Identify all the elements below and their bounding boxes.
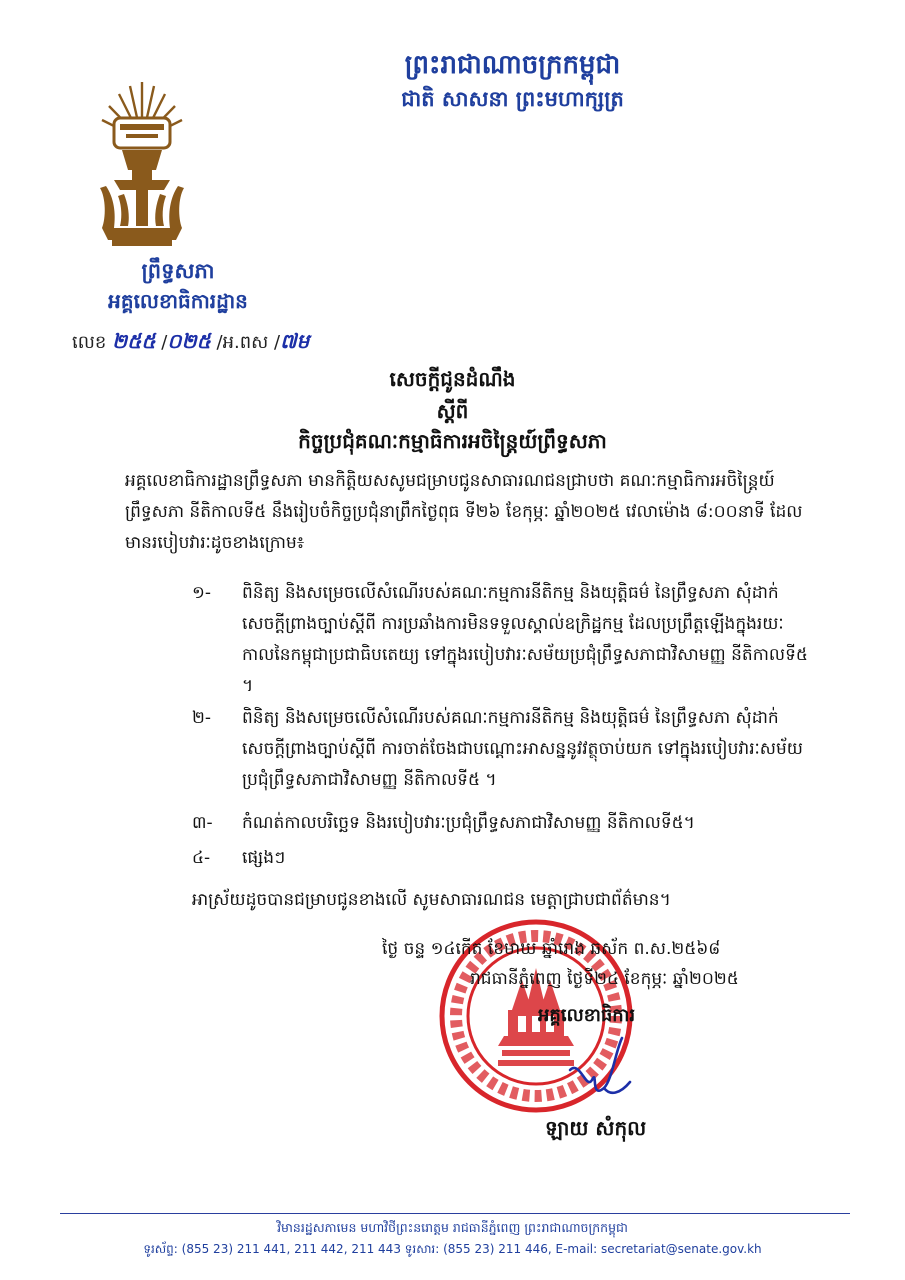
reference-year: ០២៥	[167, 329, 211, 353]
handwritten-signature-icon	[560, 1030, 640, 1110]
notice-subject-label: ស្តីពី	[436, 399, 469, 423]
reference-number: លេខ ២៥៥ /០២៥ /អ.ពស /៧ម	[72, 329, 310, 353]
agenda-item-number: ១-	[192, 583, 212, 603]
agenda-item-1	[192, 578, 812, 702]
notice-subject: កិច្ចប្រជុំគណៈកម្មាធិការអចិន្ត្រៃយ៍ព្រឹទ្ធសភា	[298, 429, 607, 453]
lunar-date: ថ្ងៃ ចន្ទ ១៤កើត ខែមាឃ ឆ្នាំរោង ឆស័ក ព.ស.២៥៦៨	[382, 939, 721, 959]
notice-title: សេចក្តីជូនដំណឹង	[389, 367, 516, 391]
agenda-item-text: កំណត់កាលបរិច្ឆេទ និងរបៀបវារៈប្រជុំព្រឹទ្ធសភាជាវិសាមញ្ញ នីតិកាលទី៥។	[242, 813, 695, 833]
closing-sentence: អាស្រ័យដូចបានជម្រាបជូនខាងលើ សូមសាធារណជន មេត្តាជ្រាបជាព័ត៌មាន។	[192, 890, 671, 910]
solar-date: រាជធានីភ្នំពេញ ថ្ងៃទី២៤ ខែកុម្ភៈ ឆ្នាំ២០២៥	[470, 969, 739, 989]
reference-prefix: លេខ	[72, 332, 107, 353]
reference-number-value: ២៥៥	[112, 329, 156, 353]
agenda-item-2	[192, 703, 812, 796]
reference-code: អ.ពស	[222, 332, 269, 353]
signatory-title: អគ្គលេខាធិការ	[538, 1005, 636, 1026]
agenda-item-3	[192, 808, 812, 839]
agenda-item-4	[192, 843, 812, 874]
footer-divider	[60, 1213, 850, 1214]
reference-suffix: ៧ម	[280, 329, 310, 353]
department-name: អគ្គលេខាធិការដ្ឋាន	[108, 289, 248, 313]
footer-contact: ទូរស័ព្ទ: (855 23) 211 441, 211 442, 211 443 ទូរសារ: (855 23) 211 446, E-mail: secretariat@senate.gov.kh	[143, 1242, 762, 1256]
institution-name: ព្រឹទ្ធសភា	[141, 258, 215, 283]
senate-emblem-icon	[92, 78, 192, 248]
footer-address: វិមានរដ្ឋសភាមេន មហាវិថីព្រះនរោត្តម រាជធានីភ្នំពេញ ព្រះរាជាណាចក្រកម្ពុជា	[277, 1220, 628, 1235]
kingdom-title: ព្រះរាជាណាចក្រកម្ពុជា	[404, 50, 621, 80]
agenda-item-number: ២-	[192, 708, 212, 728]
agenda-item-text: ពិនិត្យ និងសម្រេចលើសំណើរបស់គណៈកម្មការនីតិកម្ម និងយុត្តិធម៌ នៃព្រឹទ្ធសភា សុំដាក់សេចក្តីព្រាងច្បាប់ស្តីពី ការប្រឆាំងការមិនទទួលស្គាល់ឧក្រិដ្ឋកម្ម ដែលប្រព្រឹត្តឡើងក្នុងរយៈកាលនៃកម្ពុជាប្រជាធិបតេយ្យ ទៅក្នុងរបៀបវារៈសម័យប្រជុំព្រឹទ្ធសភាជាវិសាមញ្ញ នីតិកាលទី៥ ។	[242, 583, 808, 696]
signatory-name: ឡាយ សំកុល	[545, 1116, 647, 1140]
agenda-item-number: ៣-	[192, 813, 213, 833]
agenda-item-text: ពិនិត្យ និងសម្រេចលើសំណើរបស់គណៈកម្មការនីតិកម្ម និងយុត្តិធម៌ នៃព្រឹទ្ធសភា សុំដាក់សេចក្តីព្រាងច្បាប់ស្តីពី ការចាត់ចែងជាបណ្តោះអាសន្ននូវវត្ថុចាប់យក ទៅក្នុងរបៀបវារៈសម័យប្រជុំព្រឹទ្ធសភាជាវិសាមញ្ញ នីតិកាលទី៥ ។	[242, 708, 803, 790]
intro-paragraph: អគ្គលេខាធិការដ្ឋានព្រឹទ្ធសភា មានកិត្តិយសសូមជម្រាបជូនសាធារណជនជ្រាបថា គណៈកម្មាធិការអចិន្ត្រៃយ៍ព្រឹទ្ធសភា នីតិកាលទី៥ នឹងរៀបចំកិច្ចប្រជុំនាព្រឹកថ្ងៃពុធ ទី២៦ ខែកុម្ភៈ ឆ្នាំ២០២៥ វេលាម៉ោង ៨:០០នាទី ដែលមានរបៀបវារៈដូចខាងក្រោម៖	[125, 471, 803, 553]
agenda-item-text: ផ្សេងៗ	[242, 848, 286, 868]
agenda-item-number: ៤-	[192, 848, 211, 868]
national-motto: ជាតិ សាសនា ព្រះមហាក្សត្រ	[401, 86, 624, 111]
